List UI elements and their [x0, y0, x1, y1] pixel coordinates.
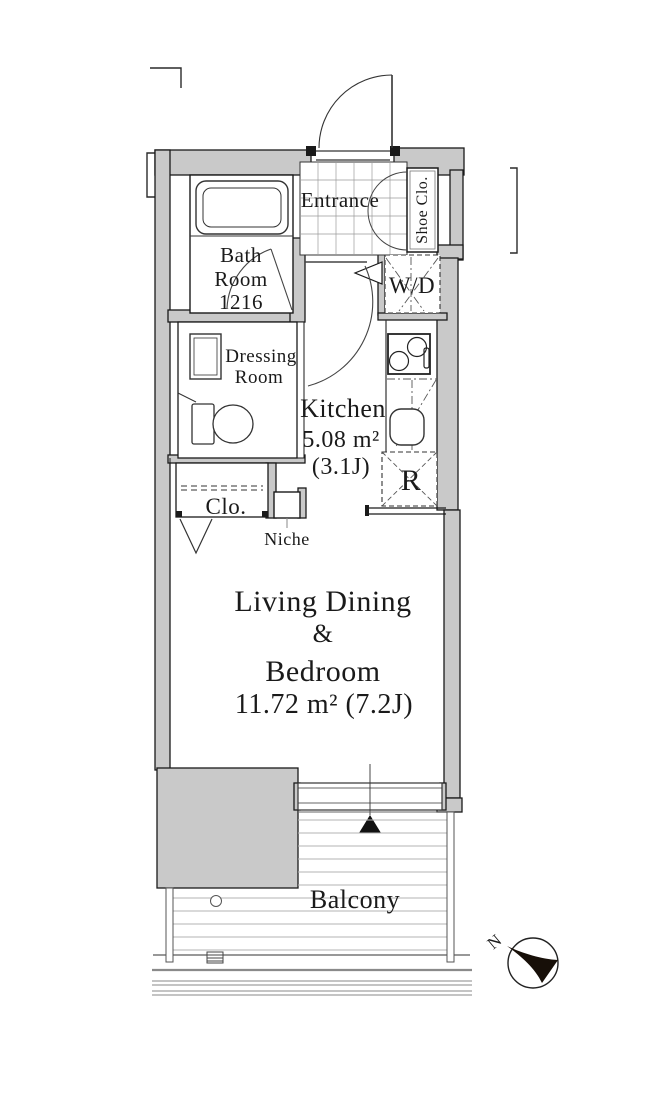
closet	[176, 463, 268, 553]
refrigerator-label: R	[400, 464, 422, 497]
refrigerator-space	[382, 452, 437, 506]
living-label-3: Bedroom	[265, 655, 381, 688]
compass	[484, 931, 558, 988]
entrance-label: Entrance	[300, 188, 380, 212]
entrance-door-icon	[306, 75, 400, 160]
bath-room	[190, 175, 293, 314]
kitchen-area-sqm: 5.08 m²	[302, 427, 380, 453]
bath-label-1: Bath	[220, 243, 262, 267]
dressing-label-2: Room	[234, 367, 284, 388]
site-boundary-lines	[152, 970, 472, 995]
stove-icon	[388, 334, 430, 374]
entrance-area	[300, 75, 407, 255]
window-marker-triangle	[359, 815, 381, 833]
toilet-icon	[192, 404, 253, 444]
closet-folding-door-icon	[180, 519, 212, 553]
bath-label-2: Room	[214, 267, 268, 291]
balcony-label: Balcony	[309, 885, 401, 914]
vent-icon	[207, 952, 223, 963]
kitchen-area-tatami: (3.1J)	[311, 454, 371, 480]
balcony-window-icon	[298, 764, 442, 833]
balcony-post-left	[166, 888, 173, 962]
living-area-label: 11.72 m² (7.2J)	[234, 689, 414, 720]
living-label-1: Living Dining	[234, 585, 412, 618]
sink-icon	[390, 409, 424, 445]
kitchen-living-wall	[365, 505, 446, 516]
living-label-2: &	[312, 619, 334, 648]
bath-label-3: 1216	[219, 290, 263, 314]
dressing-label-1: Dressing	[225, 346, 297, 367]
niche-label: Niche	[264, 529, 310, 549]
dressing-room	[178, 322, 297, 458]
balcony-post-right	[447, 812, 454, 962]
folding-door-icon	[355, 262, 382, 284]
shoe-closet-label: Shoe Clo.	[414, 176, 431, 244]
washer-dryer-space	[355, 255, 440, 313]
closet-label: Clo.	[205, 494, 247, 519]
kitchen-label: Kitchen	[300, 394, 386, 423]
drain-icon	[211, 896, 222, 907]
compass-north-label: N	[483, 930, 506, 954]
washer-dryer-label: W/D	[388, 273, 436, 298]
